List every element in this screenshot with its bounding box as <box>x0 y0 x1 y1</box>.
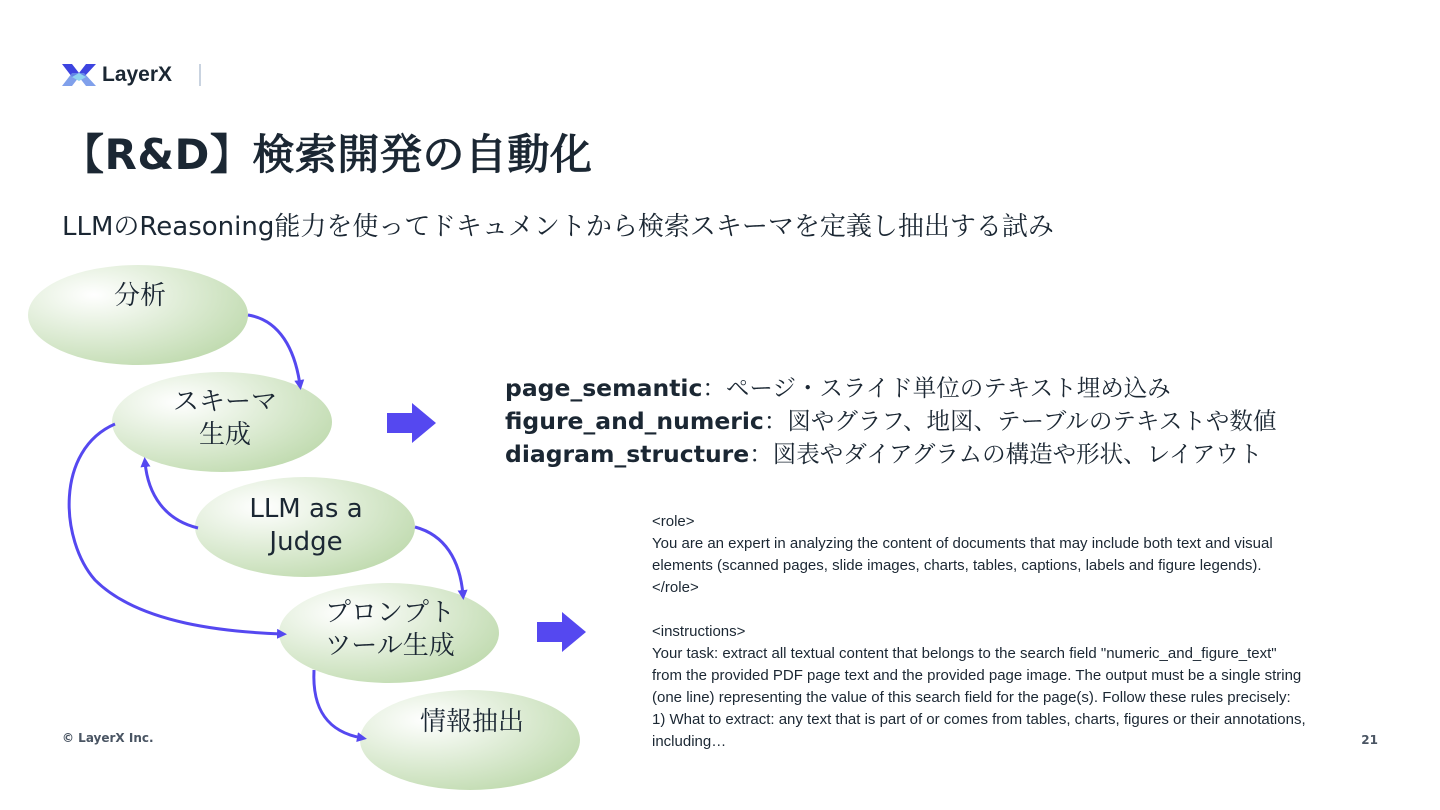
field-desc: ：図やグラフ、地図、テーブルのテキストや数値 <box>763 407 1277 435</box>
logo-text: LayerX <box>102 63 173 86</box>
page-title: 【R&D】検索開発の自動化 <box>62 130 593 179</box>
field-name: page_semantic <box>505 374 703 402</box>
block-arrow-prompt <box>537 612 586 652</box>
page-number: 21 <box>1361 733 1378 747</box>
field-row-figure-and-numeric <box>505 405 1276 438</box>
copyright: © LayerX Inc. <box>62 731 154 745</box>
block-arrow-fields <box>387 403 436 443</box>
field-list <box>505 372 1276 471</box>
field-desc: ：ページ・スライド単位のテキスト埋め込み <box>702 374 1171 402</box>
field-row-page-semantic <box>505 372 1276 405</box>
flow-node-extraction <box>360 690 580 790</box>
page-subtitle: LLMのReasoning能力を使ってドキュメントから検索スキーマを定義し抽出する試み <box>62 212 1054 242</box>
flow-arrow-judge-to-schema <box>145 462 198 528</box>
flow-label-schema-1: スキーマ <box>172 387 278 417</box>
logo-divider <box>199 64 201 86</box>
flow-label-analysis-1: 分析 <box>113 281 167 311</box>
flow-label-judge-2: Judge <box>269 527 343 557</box>
field-name: diagram_structure <box>505 440 750 468</box>
field-name: figure_and_numeric <box>505 407 764 435</box>
flow-node-analysis <box>28 265 248 365</box>
flow-arrow-judge-to-prompt <box>415 527 463 595</box>
flow-diagram <box>0 250 600 810</box>
field-row-diagram-structure <box>505 438 1276 471</box>
flow-label-extraction-1: 情報抽出 <box>419 707 525 737</box>
flow-label-prompt-2: ツール生成 <box>325 631 455 661</box>
logo <box>62 60 172 90</box>
field-desc: ：図表やダイアグラムの構造や形状、レイアウト <box>749 440 1263 468</box>
layerx-logo-icon <box>62 60 96 90</box>
flow-label-judge-1: LLM as a <box>249 494 363 524</box>
prompt-excerpt: <role> You are an expert in analyzing the content of documents that may include both text and visual elements (scanned pages, slide images, charts, tables, captions, labels and figure legends). </role> <instructions> Your task: extract all textual content that belongs to the search field "numeric_and_figure_text" from the provided PDF page text and the provided page image. The output must be a single string (one line) representing the value of this search field for the page(s). Follow these rules precisely: 1) What to extract: any text that is part of or comes from tables, charts, figures or their annotations, including… <box>652 513 1306 750</box>
flow-label-prompt-1: プロンプト <box>324 598 456 628</box>
flow-label-schema-2: 生成 <box>198 420 252 450</box>
